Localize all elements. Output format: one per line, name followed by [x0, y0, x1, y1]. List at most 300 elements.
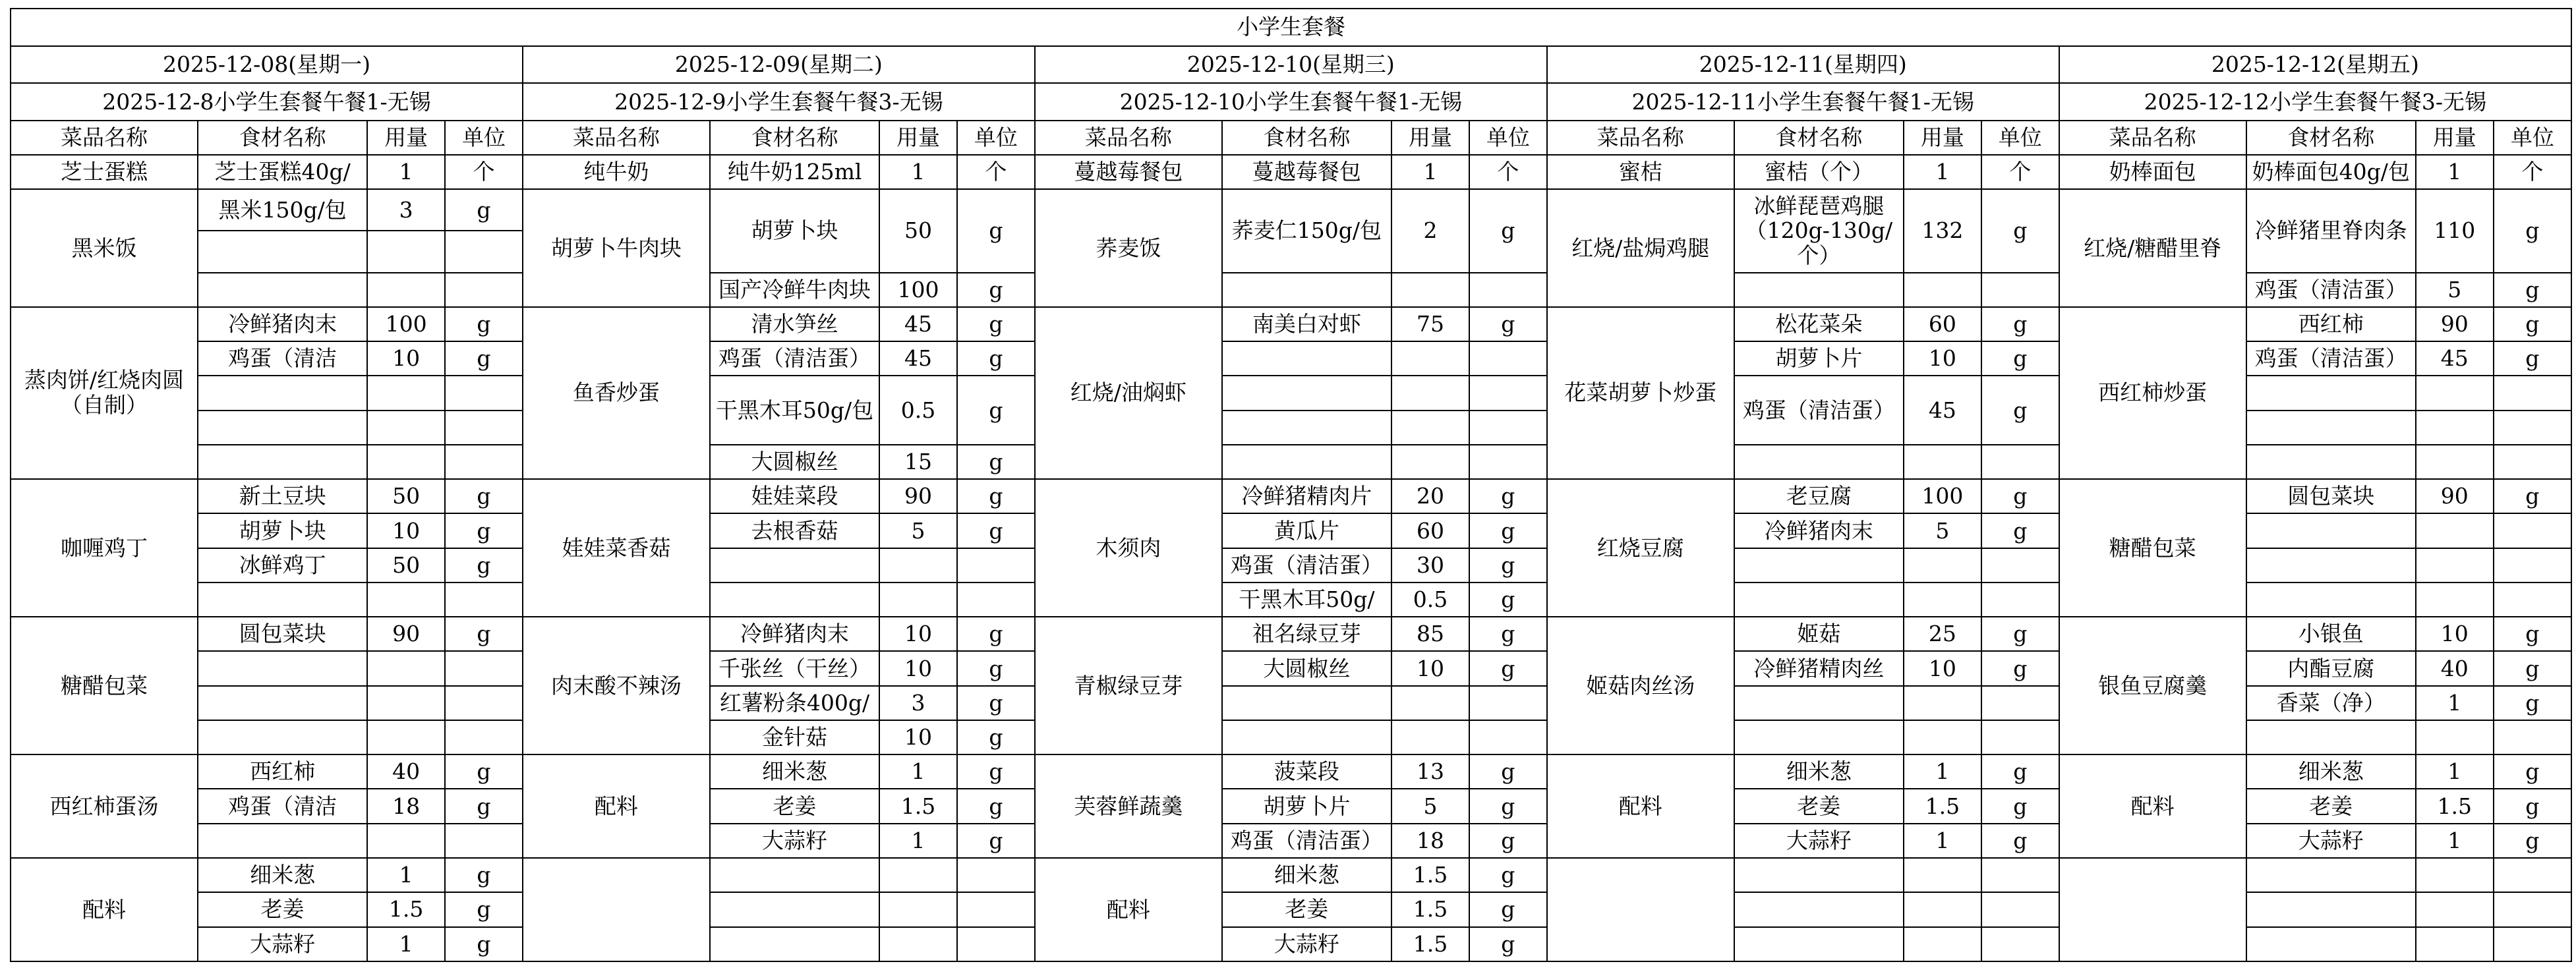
empty-cell	[445, 686, 523, 720]
ingredient-unit: g	[1469, 824, 1547, 858]
dish-name: 配料	[523, 754, 710, 858]
day-plan-name: 2025-12-8小学生套餐午餐1-无锡	[11, 83, 523, 121]
ingredient-name: 大圆椒丝	[710, 445, 879, 479]
ingredient-unit: g	[1469, 189, 1547, 272]
header-dish-name: 菜品名称	[1035, 121, 1222, 155]
empty-cell	[1391, 341, 1469, 376]
ingredient-quantity: 10	[1391, 651, 1469, 685]
ingredient-unit: g	[1469, 927, 1547, 961]
ingredient-name: 细米葱	[710, 754, 879, 789]
ingredient-unit: g	[1981, 189, 2059, 272]
header-quantity: 用量	[1904, 121, 1981, 155]
ingredient-name: 芝士蛋糕40g/	[198, 155, 367, 189]
ingredient-name: 鸡蛋（清洁蛋）	[710, 341, 879, 376]
empty-cell	[1391, 686, 1469, 720]
ingredient-quantity: 5	[2416, 273, 2494, 307]
dish-name: 芙蓉鲜蔬羹	[1035, 754, 1222, 858]
ingredient-quantity: 1.5	[1391, 858, 1469, 892]
dish-name: 青椒绿豆芽	[1035, 617, 1222, 754]
empty-cell	[1391, 411, 1469, 445]
ingredient-quantity: 1.5	[879, 789, 957, 823]
dish-name: 肉末酸不辣汤	[523, 617, 710, 754]
dish-name: 银鱼豆腐羹	[2059, 617, 2246, 754]
ingredient-unit: 个	[2494, 155, 2571, 189]
ingredient-name: 大蒜籽	[1734, 824, 1904, 858]
ingredient-name: 奶棒面包40g/包	[2246, 155, 2416, 189]
ingredient-name: 姬菇	[1734, 617, 1904, 651]
empty-cell	[1904, 892, 1981, 926]
empty-cell	[2416, 548, 2494, 582]
ingredient-unit: g	[957, 651, 1035, 685]
empty-cell	[1904, 927, 1981, 961]
ingredient-quantity: 10	[367, 341, 445, 376]
empty-cell	[198, 720, 367, 754]
empty-cell	[445, 231, 523, 272]
dish-name: 红烧/油焖虾	[1035, 307, 1222, 479]
header-dish-name: 菜品名称	[11, 121, 198, 155]
ingredient-quantity: 45	[1904, 376, 1981, 445]
ingredient-quantity: 0.5	[1391, 582, 1469, 617]
ingredient-quantity: 10	[879, 720, 957, 754]
ingredient-unit: g	[2494, 789, 2571, 823]
column-header-row	[11, 121, 2571, 155]
header-dish-name: 菜品名称	[2059, 121, 2246, 155]
ingredient-quantity: 90	[2416, 479, 2494, 513]
ingredient-name: 清水笋丝	[710, 307, 879, 341]
dish-name: 西红柿蛋汤	[11, 754, 198, 858]
empty-cell	[2416, 513, 2494, 548]
header-unit: 单位	[957, 121, 1035, 155]
ingredient-quantity: 1	[367, 155, 445, 189]
ingredient-unit: g	[2494, 189, 2571, 272]
empty-cell	[2494, 892, 2571, 926]
ingredient-quantity: 1.5	[367, 892, 445, 926]
ingredient-name: 大圆椒丝	[1222, 651, 1391, 685]
ingredient-unit: g	[445, 307, 523, 341]
ingredient-name: 细米葱	[2246, 754, 2416, 789]
header-dish-name: 菜品名称	[1547, 121, 1734, 155]
empty-cell	[445, 824, 523, 858]
empty-cell	[198, 651, 367, 685]
ingredient-unit: g	[957, 720, 1035, 754]
empty-cell	[2246, 927, 2416, 961]
ingredient-name: 红薯粉条400g/	[710, 686, 879, 720]
ingredient-name: 老姜	[2246, 789, 2416, 823]
ingredient-name: 圆包菜块	[2246, 479, 2416, 513]
ingredient-unit: g	[2494, 651, 2571, 685]
header-unit: 单位	[2494, 121, 2571, 155]
ingredient-name: 纯牛奶125ml	[710, 155, 879, 189]
ingredient-quantity: 1	[879, 824, 957, 858]
ingredient-unit: g	[957, 617, 1035, 651]
empty-cell	[445, 273, 523, 307]
empty-cell	[2416, 892, 2494, 926]
ingredient-unit: g	[957, 376, 1035, 445]
empty-cell	[1981, 927, 2059, 961]
ingredient-quantity: 2	[1391, 189, 1469, 272]
empty-cell	[367, 824, 445, 858]
empty-cell	[445, 720, 523, 754]
ingredient-unit: 个	[1981, 155, 2059, 189]
day-date: 2025-12-09(星期二)	[523, 46, 1035, 84]
ingredient-unit: g	[1981, 341, 2059, 376]
table-row	[11, 189, 2571, 231]
ingredient-name: 大蒜籽	[1222, 927, 1391, 961]
dish-name: 蜜桔	[1547, 155, 1734, 189]
ingredient-quantity: 1	[367, 927, 445, 961]
ingredient-name: 胡萝卜块	[710, 189, 879, 272]
dish-name: 黑米饭	[11, 189, 198, 306]
ingredient-quantity: 45	[879, 307, 957, 341]
ingredient-unit: g	[957, 445, 1035, 479]
empty-cell	[1981, 858, 2059, 892]
ingredient-quantity: 60	[1904, 307, 1981, 341]
dish-name: 奶棒面包	[2059, 155, 2246, 189]
ingredient-quantity: 85	[1391, 617, 1469, 651]
ingredient-name: 圆包菜块	[198, 617, 367, 651]
ingredient-unit: g	[2494, 479, 2571, 513]
header-quantity: 用量	[367, 121, 445, 155]
ingredient-unit: g	[957, 513, 1035, 548]
ingredient-unit: g	[957, 686, 1035, 720]
empty-cell	[710, 582, 879, 617]
empty-cell	[1734, 892, 1904, 926]
ingredient-unit: g	[1981, 376, 2059, 445]
empty-cell	[1469, 411, 1547, 445]
empty-cell	[710, 548, 879, 582]
dish-name: 糖醋包菜	[2059, 479, 2246, 617]
day-date: 2025-12-11(星期四)	[1547, 46, 2059, 84]
ingredient-unit: g	[445, 858, 523, 892]
ingredient-unit: g	[1981, 513, 2059, 548]
ingredient-name: 鸡蛋（清洁蛋）	[2246, 341, 2416, 376]
table-row	[11, 858, 2571, 892]
ingredient-name: 老姜	[710, 789, 879, 823]
ingredient-quantity: 1	[1904, 754, 1981, 789]
empty-cell	[367, 651, 445, 685]
ingredient-name: 去根香菇	[710, 513, 879, 548]
ingredient-quantity: 15	[879, 445, 957, 479]
ingredient-quantity: 1.5	[1904, 789, 1981, 823]
empty-cell	[1469, 376, 1547, 410]
ingredient-name: 老姜	[198, 892, 367, 926]
dish-name: 配料	[1547, 754, 1734, 858]
ingredient-unit: g	[445, 617, 523, 651]
ingredient-name: 大蒜籽	[710, 824, 879, 858]
ingredient-unit: g	[2494, 307, 2571, 341]
empty-cell	[710, 858, 879, 892]
ingredient-name: 干黑木耳50g/包	[710, 376, 879, 445]
empty-cell	[2246, 892, 2416, 926]
empty-cell	[710, 892, 879, 926]
ingredient-quantity: 3	[879, 686, 957, 720]
dish-name: 西红柿炒蛋	[2059, 307, 2246, 479]
ingredient-unit: g	[1469, 513, 1547, 548]
ingredient-name: 冷鲜猪精肉片	[1222, 479, 1391, 513]
empty-cell	[445, 376, 523, 410]
ingredient-quantity: 90	[367, 617, 445, 651]
empty-cell	[2246, 445, 2416, 479]
dish-name: 纯牛奶	[523, 155, 710, 189]
empty-cell	[1469, 686, 1547, 720]
ingredient-name: 细米葱	[1222, 858, 1391, 892]
ingredient-quantity: 1	[1904, 824, 1981, 858]
ingredient-quantity: 10	[1904, 651, 1981, 685]
empty-cell	[2416, 858, 2494, 892]
ingredient-name: 鸡蛋（清洁蛋）	[1222, 548, 1391, 582]
day-date: 2025-12-10(星期三)	[1035, 46, 1547, 84]
ingredient-unit: g	[1981, 479, 2059, 513]
header-unit: 单位	[445, 121, 523, 155]
ingredient-unit: g	[445, 789, 523, 823]
ingredient-unit: g	[1981, 824, 2059, 858]
ingredient-unit: g	[2494, 273, 2571, 307]
dish-name: 蔓越莓餐包	[1035, 155, 1222, 189]
empty-cell	[2416, 582, 2494, 617]
ingredient-quantity: 40	[2416, 651, 2494, 685]
ingredient-unit: g	[445, 548, 523, 582]
empty-cell	[710, 927, 879, 961]
ingredient-name: 松花菜朵	[1734, 307, 1904, 341]
ingredient-quantity: 18	[367, 789, 445, 823]
dish-name: 糖醋包菜	[11, 617, 198, 754]
ingredient-name: 细米葱	[1734, 754, 1904, 789]
empty-cell	[957, 548, 1035, 582]
menu-title: 小学生套餐	[11, 9, 2571, 46]
ingredient-name: 鸡蛋（清洁	[198, 789, 367, 823]
empty-cell	[1734, 858, 1904, 892]
empty-cell	[198, 231, 367, 272]
dish-name: 红烧/盐焗鸡腿	[1547, 189, 1734, 306]
ingredient-unit: g	[2494, 617, 2571, 651]
ingredient-name: 大蒜籽	[198, 927, 367, 961]
ingredient-quantity: 1	[1904, 155, 1981, 189]
ingredient-quantity: 50	[879, 189, 957, 272]
ingredient-quantity: 25	[1904, 617, 1981, 651]
empty-cell	[2246, 376, 2416, 410]
ingredient-name: 蜜桔（个）	[1734, 155, 1904, 189]
ingredient-name: 老姜	[1734, 789, 1904, 823]
dish-name: 花菜胡萝卜炒蛋	[1547, 307, 1734, 479]
dish-name: 芝士蛋糕	[11, 155, 198, 189]
dish-name	[523, 858, 710, 961]
ingredient-quantity: 1.5	[1391, 927, 1469, 961]
empty-cell	[1734, 445, 1904, 479]
ingredient-quantity: 10	[367, 513, 445, 548]
empty-cell	[2494, 858, 2571, 892]
ingredient-quantity: 45	[2416, 341, 2494, 376]
empty-cell	[957, 582, 1035, 617]
empty-cell	[957, 858, 1035, 892]
ingredient-unit: g	[1981, 307, 2059, 341]
ingredient-unit: g	[445, 754, 523, 789]
dish-name	[2059, 858, 2246, 961]
ingredient-name: 黄瓜片	[1222, 513, 1391, 548]
ingredient-name: 内酯豆腐	[2246, 651, 2416, 685]
empty-cell	[1469, 445, 1547, 479]
empty-cell	[879, 548, 957, 582]
ingredient-quantity: 100	[1904, 479, 1981, 513]
ingredient-unit: 个	[1469, 155, 1547, 189]
empty-cell	[2494, 720, 2571, 754]
empty-cell	[367, 411, 445, 445]
empty-cell	[367, 231, 445, 272]
empty-cell	[1904, 548, 1981, 582]
ingredient-name: 国产冷鲜牛肉块	[710, 273, 879, 307]
table-row	[11, 479, 2571, 513]
empty-cell	[198, 824, 367, 858]
ingredient-name: 大蒜籽	[2246, 824, 2416, 858]
header-dish-name: 菜品名称	[523, 121, 710, 155]
ingredient-name: 祖名绿豆芽	[1222, 617, 1391, 651]
ingredient-name: 冰鲜琵琶鸡腿（120g-130g/个）	[1734, 189, 1904, 272]
empty-cell	[2494, 411, 2571, 445]
header-ingredient-name: 食材名称	[710, 121, 879, 155]
table-row	[11, 754, 2571, 789]
ingredient-unit: g	[1469, 582, 1547, 617]
empty-cell	[367, 445, 445, 479]
ingredient-name: 黑米150g/包	[198, 189, 367, 231]
empty-cell	[879, 892, 957, 926]
empty-cell	[957, 927, 1035, 961]
empty-cell	[1391, 445, 1469, 479]
ingredient-name: 老姜	[1222, 892, 1391, 926]
ingredient-name: 娃娃菜段	[710, 479, 879, 513]
header-quantity: 用量	[2416, 121, 2494, 155]
ingredient-quantity: 10	[2416, 617, 2494, 651]
empty-cell	[2246, 582, 2416, 617]
dish-name: 胡萝卜牛肉块	[523, 189, 710, 306]
ingredient-quantity: 1	[879, 754, 957, 789]
empty-cell	[1391, 376, 1469, 410]
day-date: 2025-12-12(星期五)	[2059, 46, 2571, 84]
empty-cell	[2416, 376, 2494, 410]
empty-cell	[1469, 273, 1547, 307]
dish-name	[1547, 858, 1734, 961]
empty-cell	[2246, 548, 2416, 582]
empty-cell	[2494, 445, 2571, 479]
ingredient-name: 新土豆块	[198, 479, 367, 513]
ingredient-quantity: 1	[2416, 824, 2494, 858]
ingredient-unit: g	[1981, 617, 2059, 651]
empty-cell	[2416, 411, 2494, 445]
empty-cell	[198, 582, 367, 617]
ingredient-unit: g	[1469, 307, 1547, 341]
date-row	[11, 46, 2571, 84]
ingredient-unit: g	[2494, 754, 2571, 789]
ingredient-quantity: 10	[1904, 341, 1981, 376]
dish-name: 荞麦饭	[1035, 189, 1222, 306]
empty-cell	[445, 445, 523, 479]
header-unit: 单位	[1469, 121, 1547, 155]
empty-cell	[367, 686, 445, 720]
ingredient-name: 冷鲜猪肉末	[1734, 513, 1904, 548]
ingredient-name: 冷鲜猪里脊肉条	[2246, 189, 2416, 272]
ingredient-name: 西红柿	[2246, 307, 2416, 341]
ingredient-quantity: 10	[879, 617, 957, 651]
empty-cell	[1734, 548, 1904, 582]
empty-cell	[2246, 411, 2416, 445]
ingredient-unit: g	[957, 307, 1035, 341]
ingredient-quantity: 100	[879, 273, 957, 307]
empty-cell	[1734, 582, 1904, 617]
empty-cell	[2246, 720, 2416, 754]
ingredient-name: 千张丝（干丝）	[710, 651, 879, 685]
empty-cell	[1734, 720, 1904, 754]
ingredient-quantity: 90	[879, 479, 957, 513]
header-unit: 单位	[1981, 121, 2059, 155]
table-row	[11, 617, 2571, 651]
ingredient-name: 冷鲜猪肉末	[710, 617, 879, 651]
ingredient-unit: g	[957, 273, 1035, 307]
empty-cell	[1904, 686, 1981, 720]
header-ingredient-name: 食材名称	[198, 121, 367, 155]
table-row	[11, 307, 2571, 341]
ingredient-unit: g	[2494, 341, 2571, 376]
empty-cell	[2416, 720, 2494, 754]
empty-cell	[1981, 892, 2059, 926]
ingredient-quantity: 1	[879, 155, 957, 189]
ingredient-quantity: 110	[2416, 189, 2494, 272]
empty-cell	[445, 582, 523, 617]
ingredient-name: 干黑木耳50g/	[1222, 582, 1391, 617]
ingredient-unit: g	[957, 479, 1035, 513]
empty-cell	[1222, 411, 1391, 445]
ingredient-name: 南美白对虾	[1222, 307, 1391, 341]
ingredient-name: 鸡蛋（清洁	[198, 341, 367, 376]
ingredient-unit: g	[2494, 686, 2571, 720]
day-plan-name: 2025-12-12小学生套餐午餐3-无锡	[2059, 83, 2571, 121]
dish-name: 配料	[11, 858, 198, 961]
empty-cell	[1222, 720, 1391, 754]
ingredient-name: 金针菇	[710, 720, 879, 754]
plan-row	[11, 83, 2571, 121]
ingredient-unit: g	[1469, 754, 1547, 789]
ingredient-quantity: 30	[1391, 548, 1469, 582]
dish-name: 娃娃菜香菇	[523, 479, 710, 617]
ingredient-unit: g	[957, 341, 1035, 376]
day-plan-name: 2025-12-10小学生套餐午餐1-无锡	[1035, 83, 1547, 121]
dish-name: 配料	[1035, 858, 1222, 961]
empty-cell	[198, 411, 367, 445]
ingredient-quantity: 40	[367, 754, 445, 789]
ingredient-quantity: 20	[1391, 479, 1469, 513]
empty-cell	[2494, 548, 2571, 582]
ingredient-quantity: 90	[2416, 307, 2494, 341]
empty-cell	[879, 858, 957, 892]
empty-cell	[1734, 927, 1904, 961]
ingredient-quantity: 0.5	[879, 376, 957, 445]
empty-cell	[1222, 273, 1391, 307]
dish-name: 姬菇肉丝汤	[1547, 617, 1734, 754]
empty-cell	[879, 927, 957, 961]
ingredient-unit: g	[1981, 754, 2059, 789]
empty-cell	[1469, 341, 1547, 376]
empty-cell	[957, 892, 1035, 926]
empty-cell	[1222, 686, 1391, 720]
empty-cell	[445, 651, 523, 685]
ingredient-unit: g	[957, 824, 1035, 858]
header-quantity: 用量	[1391, 121, 1469, 155]
ingredient-name: 荞麦仁150g/包	[1222, 189, 1391, 272]
ingredient-name: 冰鲜鸡丁	[198, 548, 367, 582]
empty-cell	[1734, 273, 1904, 307]
empty-cell	[1904, 720, 1981, 754]
empty-cell	[2494, 927, 2571, 961]
header-ingredient-name: 食材名称	[1734, 121, 1904, 155]
ingredient-quantity: 1	[1391, 155, 1469, 189]
ingredient-quantity: 45	[879, 341, 957, 376]
